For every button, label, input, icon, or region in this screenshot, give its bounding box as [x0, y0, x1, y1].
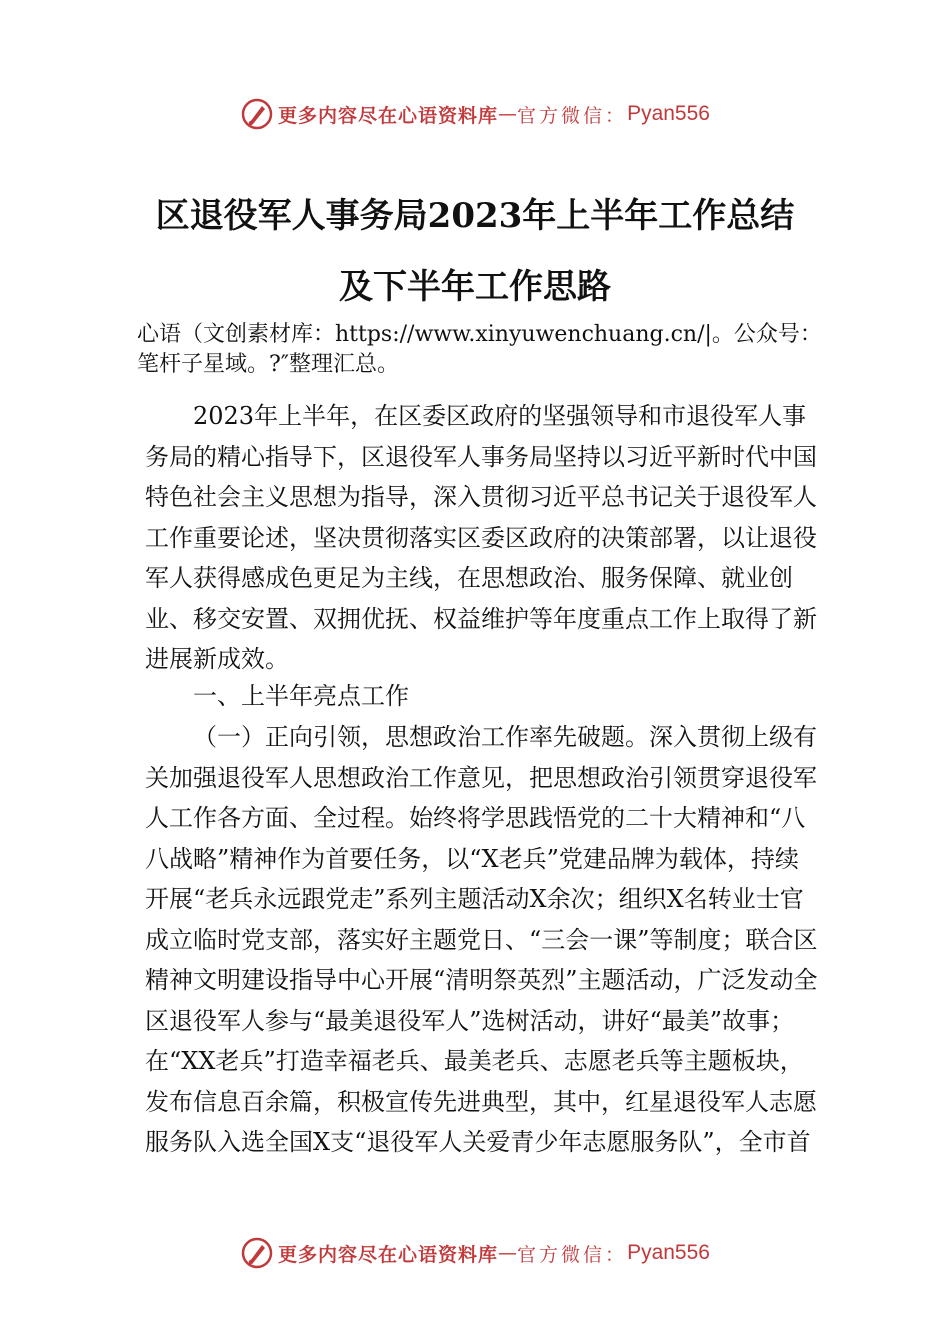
footer-banner: [0, 1233, 950, 1273]
source-note: 心语（文创素材库：https://www.xinyuwenchuang.cn/|。公众号：笔杆子星域。?″整理汇总。: [137, 322, 822, 377]
banner-wechat-label: 官方微信：: [517, 104, 628, 127]
banner-separator: —: [498, 1242, 518, 1264]
document-title-line-1: 区退役军人事务局2023年上半年工作总结: [155, 196, 795, 236]
header-banner: [0, 94, 950, 134]
banner-wechat-id: Pyan556: [627, 102, 710, 125]
fountain-pen-logo-icon: [240, 1236, 274, 1270]
fountain-pen-logo-icon: [240, 97, 274, 131]
banner-text: 更多内容尽在心语资料库: [278, 1243, 499, 1266]
banner-wechat-id: Pyan556: [627, 1241, 710, 1264]
section-heading: 一、上半年亮点工作: [193, 682, 409, 710]
banner-wechat-label: 官方微信：: [517, 1243, 628, 1266]
document-title-line-2: 及下半年工作思路: [339, 267, 611, 307]
section-1-paragraph: （一）正向引领，思想政治工作率先破题。深入贯彻上级有关加强退役军人思想政治工作意见，把思想政治引领贯穿退役军人工作各方面、全过程。始终将学思践悟党的二十大精神和“八八战略”精神作为首要任务，以“X老兵”党建品牌为载体，持续开展“老兵永远跟党走”系列主题活动X余次；组织X名转业士官成立临时党支部，落实好主题党日、“三会一课”等制度；联合区精神文明建设指导中心开展“清明祭英烈”主题活动，广泛发动全区退役军人参与“最美退役军人”选树活动，讲好“最美”故事；在“XX老兵”打造幸福老兵、最美老兵、志愿老兵等主题板块，发布信息百余篇，积极宣传先进典型，其中，红星退役军人志愿服务队入选全国X支“退役军人关爱青少年志愿服务队”，全市首: [145, 723, 818, 1156]
intro-paragraph: 2023年上半年，在区委区政府的坚强领导和市退役军人事务局的精心指导下，区退役军人事务局坚持以习近平新时代中国特色社会主义思想为指导，深入贯彻习近平总书记关于退役军人工作重要论述，坚决贯彻落实区委区政府的决策部署，以让退役军人获得感成色更足为主线，在思想政治、服务保障、就业创业、移交安置、双拥优抚、权益维护等年度重点工作上取得了新进展新成效。: [145, 402, 817, 673]
banner-text: 更多内容尽在心语资料库: [278, 104, 499, 127]
banner-separator: —: [498, 103, 518, 125]
